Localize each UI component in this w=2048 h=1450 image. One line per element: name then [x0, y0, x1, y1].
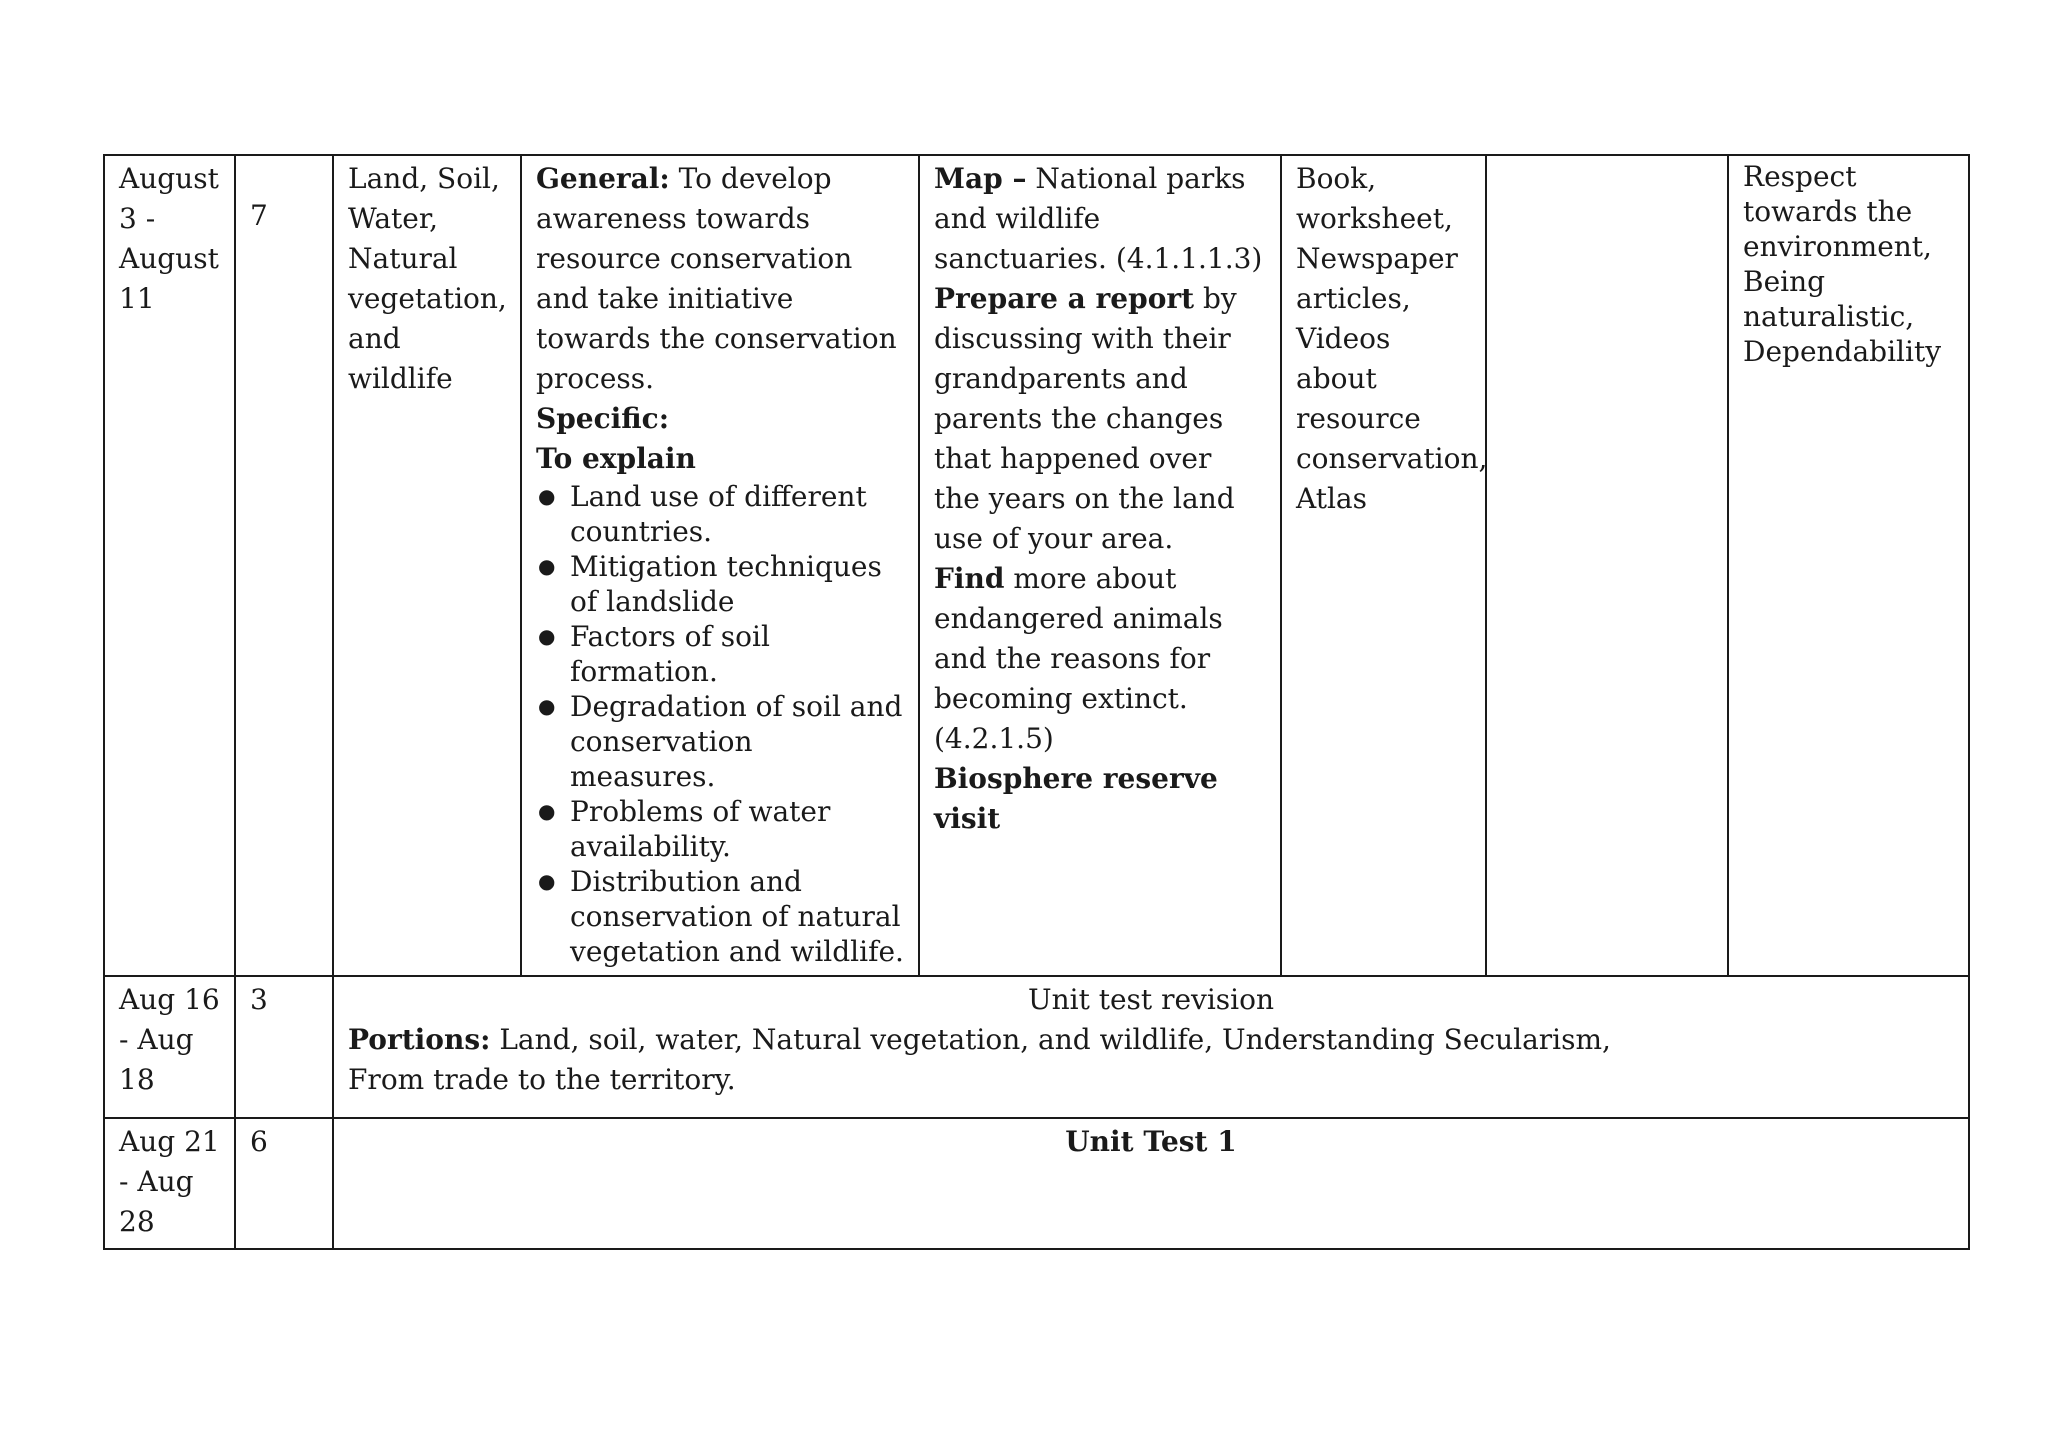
explain-label: To explain [536, 442, 696, 475]
activities-cell [919, 155, 1281, 976]
resources-cell: Book, worksheet, Newspaper articles, Videos about resource conservation, Atlas [1281, 155, 1486, 976]
specific-label: Specific: [536, 402, 670, 435]
table-row [104, 1118, 1969, 1249]
list-item: ● Distribution and conservation of natural vegetation and wildlife. [536, 864, 904, 969]
periods-cell: 3 [235, 976, 333, 1118]
map-activity: Map – National parks and wildlife sanctuaries. (4.1.1.1.3) [934, 162, 1263, 275]
find-activity: Find more about endangered animals and the reasons for becoming extinct. (4.2.1.5) [934, 562, 1223, 755]
date-cell: August 3 - August 11 [104, 155, 235, 976]
table-row [104, 976, 1969, 1118]
general-label: General: [536, 162, 670, 195]
objectives-cell [521, 155, 919, 976]
periods-cell: 7 [235, 155, 333, 976]
objective-list [536, 479, 904, 969]
list-item: ● Factors of soil formation. [536, 619, 904, 689]
values-cell: Respect towards the environment, Being naturalistic, Dependability [1728, 155, 1969, 976]
visit-activity: Biosphere reserve visit [934, 762, 1218, 835]
general-objective [536, 159, 904, 399]
list-item: ● Mitigation techniques of landslide [536, 549, 904, 619]
revision-title: Unit test revision [1027, 983, 1275, 1016]
unit-test-cell [333, 1118, 1969, 1249]
table-row [104, 155, 1969, 976]
date-cell: Aug 16 - Aug 18 [104, 976, 235, 1118]
lesson-plan-table [103, 154, 1970, 1250]
list-item: ● Problems of water availability. [536, 794, 904, 864]
date-cell: Aug 21 - Aug 28 [104, 1118, 235, 1249]
portions-line-2: From trade to the territory. [348, 1063, 736, 1096]
portions-line: Portions: Land, soil, water, Natural vegetation, and wildlife, Understanding Secularism, [348, 1023, 1611, 1056]
list-item: ● Degradation of soil and conservation measures. [536, 689, 904, 794]
topic-cell: Land, Soil, Water, Natural vegetation, and wildlife [333, 155, 521, 976]
assessment-cell [1486, 155, 1728, 976]
report-activity: Prepare a report by discussing with their grandparents and parents the changes that happened over the years on the land use of your area. [934, 282, 1237, 555]
general-text: To develop awareness towards resource conservation and take initiative towards the conservation process. [536, 162, 897, 395]
revision-cell [333, 976, 1969, 1118]
periods-cell: 6 [235, 1118, 333, 1249]
unit-test-title: Unit Test 1 [1065, 1125, 1237, 1158]
list-item: ● Land use of different countries. [536, 479, 904, 549]
